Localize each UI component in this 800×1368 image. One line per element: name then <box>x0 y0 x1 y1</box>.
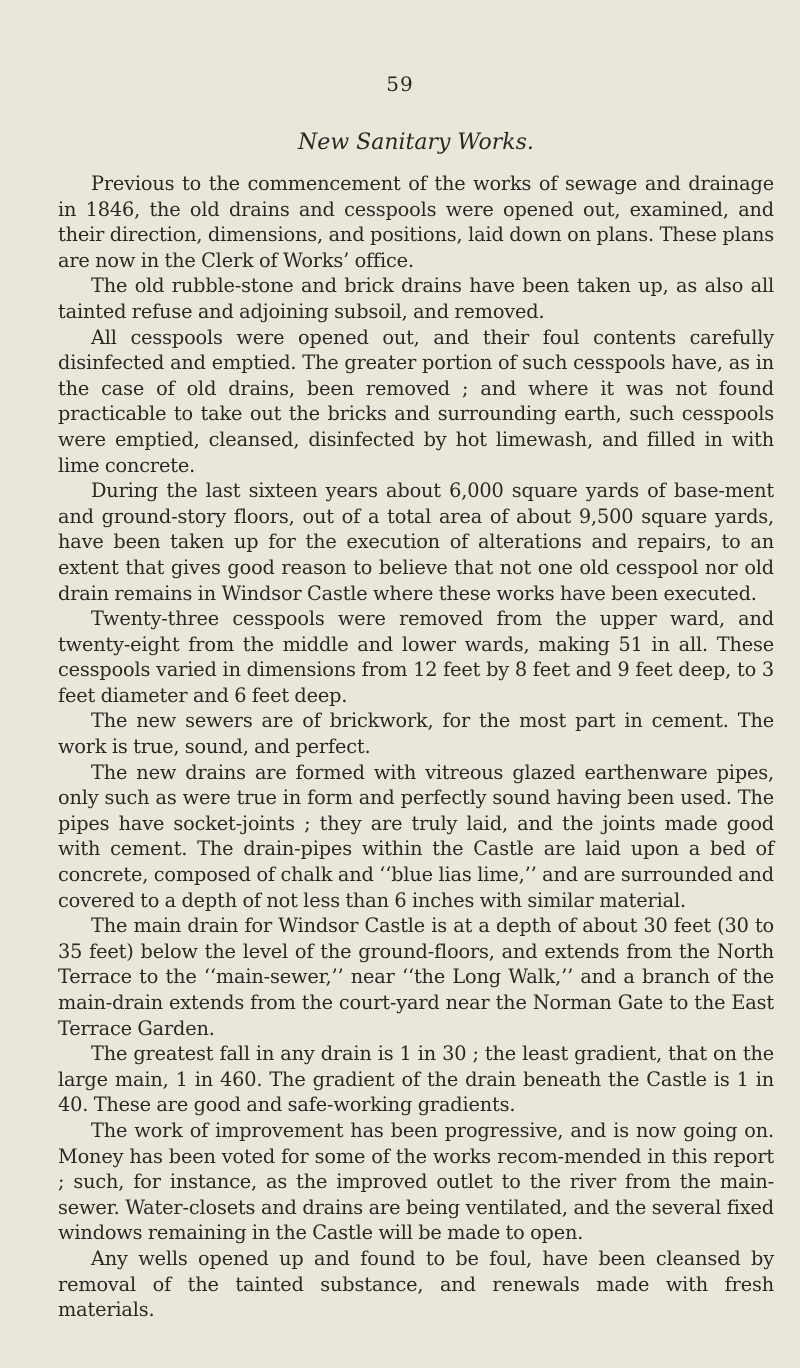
paragraph-prior-works: Previous to the commencement of the works of sewage and drainage in 1846, the old drains and cesspools were opened out, examined, and their direction, dimensions, and positions, laid down on plans. These plans are now in the Clerk of Works’ office. <box>58 172 774 272</box>
paragraph-gradients: The greatest fall in any drain is 1 in 30 ; the least gradient, that on the large main, 1 in 460. The gradient of the drain beneath the Castle is 1 in 40. These are good and safe-working gradients. <box>58 1042 774 1117</box>
page-number: 59 <box>386 72 414 96</box>
paragraph-new-sewers: The new sewers are of brickwork, for the most part in cement. The work is true, sound, and perfect. <box>58 709 774 759</box>
paragraph-improvement: The work of improvement has been progressive, and is now going on. Money has been voted for some of the works recom-mended in this report ; such, for instance, as the improved outlet to the river from the main-sewer. Water-closets and drains are being ventilated, and the several fixed windows remaining in the Castle will be made to open. <box>58 1118 774 1245</box>
paragraph-floors-taken-up: During the last sixteen years about 6,000 square yards of base-ment and ground-story floors, out of a total area of about 9,500 square yards, have been taken up for the execution of alterations and repairs, to an extent that gives good reason to believe that not one old cesspool nor old drain remains in Windsor Castle where these works have been executed. <box>58 479 774 605</box>
paragraph-cesspools-opened: All cesspools were opened out, and their foul contents carefully disinfected and emptied. The greater portion of such cesspools have, as in the case of old drains, been removed ; and where it was not found practicable to take out the bricks and surrounding earth, such cesspools were emptied, cleansed, disinfected by hot limewash, and filled in with lime concrete. <box>58 325 774 477</box>
paragraph-cesspools-removed: Twenty-three cesspools were removed from the upper ward, and twenty-eight from the middle and lower wards, making 51 in all. These cesspools varied in dimensions from 12 feet by 8 feet and 9 feet deep, to 3 feet diameter and 6 feet deep. <box>58 607 774 707</box>
paragraph-main-drain: The main drain for Windsor Castle is at a depth of about 30 feet (30 to 35 feet) below the level of the ground-floors, and extends from the North Terrace to the ‘‘main-sewer,’’ near ‘‘the Long Walk,’’ and a branch of the main-drain extends from the court-yard near the Norman Gate to the East Terrace Garden. <box>58 914 774 1040</box>
paragraph-wells: Any wells opened up and found to be foul, have been cleansed by removal of the tainted substance, and renewals made with fresh materials. <box>58 1246 774 1322</box>
running-title: New Sanitary Works. <box>298 130 534 155</box>
paragraph-old-drains: The old rubble-stone and brick drains have been taken up, as also all tainted refuse and adjoining subsoil, and removed. <box>58 274 774 323</box>
paragraph-new-drains: The new drains are formed with vitreous glazed earthenware pipes, only such as were true in form and perfectly sound having been used. The pipes have socket-joints ; they are truly laid, and the joints made good with cement. The drain-pipes within the Castle are laid upon a bed of concrete, composed of chalk and ‘‘blue lias lime,’’ and are surrounded and covered to a depth of not less than 6 inches with similar material. <box>58 760 774 912</box>
